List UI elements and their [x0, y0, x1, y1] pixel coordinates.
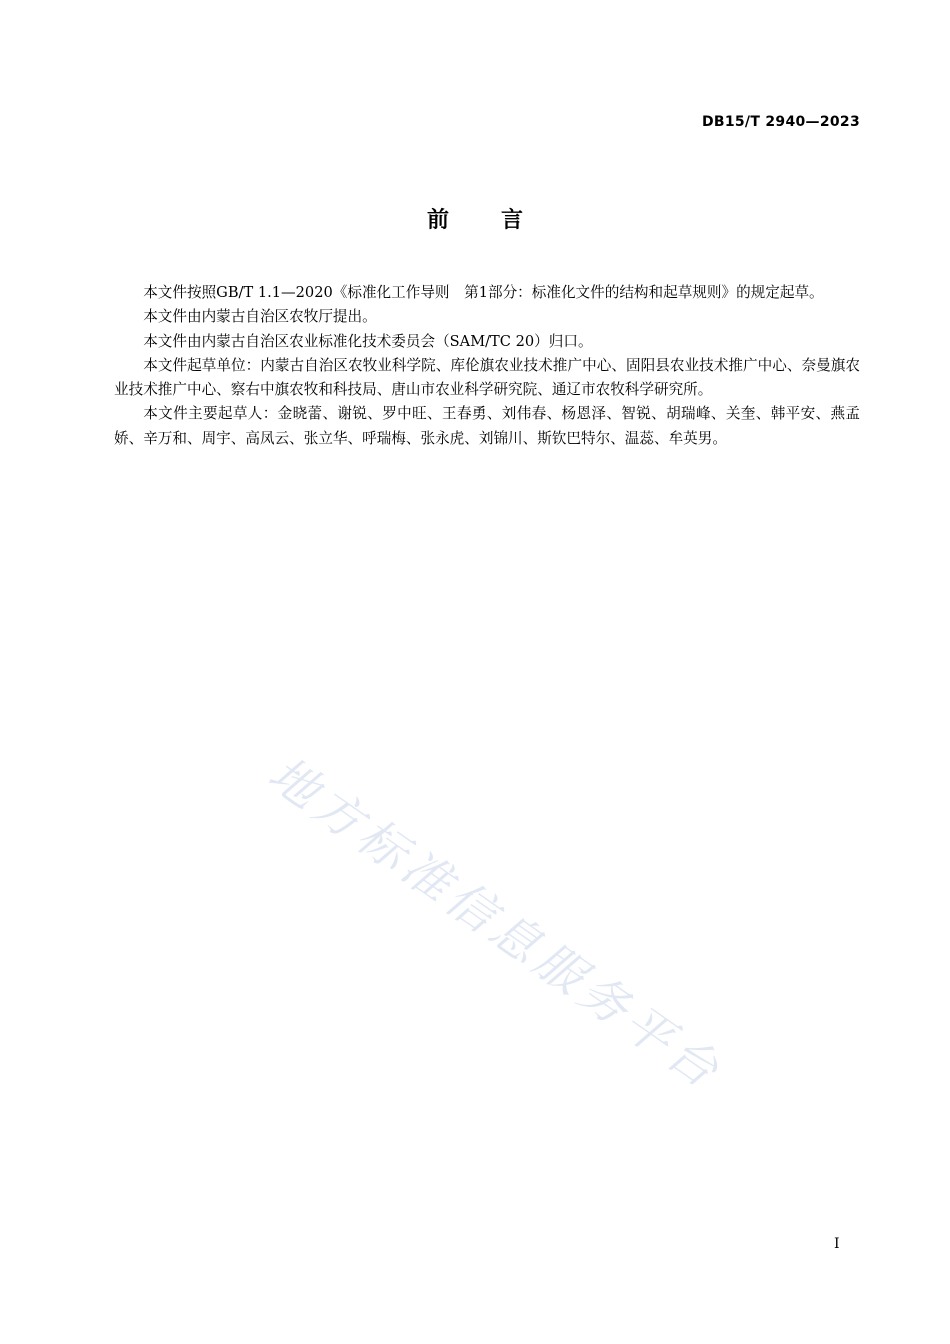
- paragraph-drafting-rule: 本文件按照GB/T 1.1—2020《标准化工作导则 第1部分：标准化文件的结构和起草规则》的规定起草。: [143, 284, 824, 301]
- paragraph-administrator: 本文件由内蒙古自治区农业标准化技术委员会（SAM/TC 20）归口。: [143, 332, 593, 350]
- paragraph-drafting-units: 本文件起草单位：内蒙古自治区农牧业科学院、库伦旗农业技术推广中心、固阳县农业技术推广中心、奈曼旗农业技术推广中心、察右中旗农牧和科技局、唐山市农业科学研究院、通辽市农牧科学研究所。: [114, 356, 860, 399]
- watermark: 地方标准信息服务平台: [258, 745, 733, 1102]
- paragraph-proposer: 本文件由内蒙古自治区农牧厅提出。: [143, 308, 377, 326]
- foreword-body: [114, 281, 860, 451]
- page-title: [0, 203, 950, 234]
- title-part-1: 前: [426, 208, 449, 233]
- document-code: DB15/T 2940—2023: [701, 114, 860, 130]
- page-number: I: [834, 1236, 840, 1252]
- paragraph-drafters: 本文件主要起草人：金晓蕾、谢锐、罗中旺、王春勇、刘伟春、杨恩泽、智锐、胡瑞峰、关奎、韩平安、燕孟娇、辛万和、周宇、高凤云、张立华、呼瑞梅、张永虎、刘锦川、斯钦巴特尔、温蕊、牟英男。: [114, 405, 860, 447]
- title-part-2: 言: [501, 208, 524, 233]
